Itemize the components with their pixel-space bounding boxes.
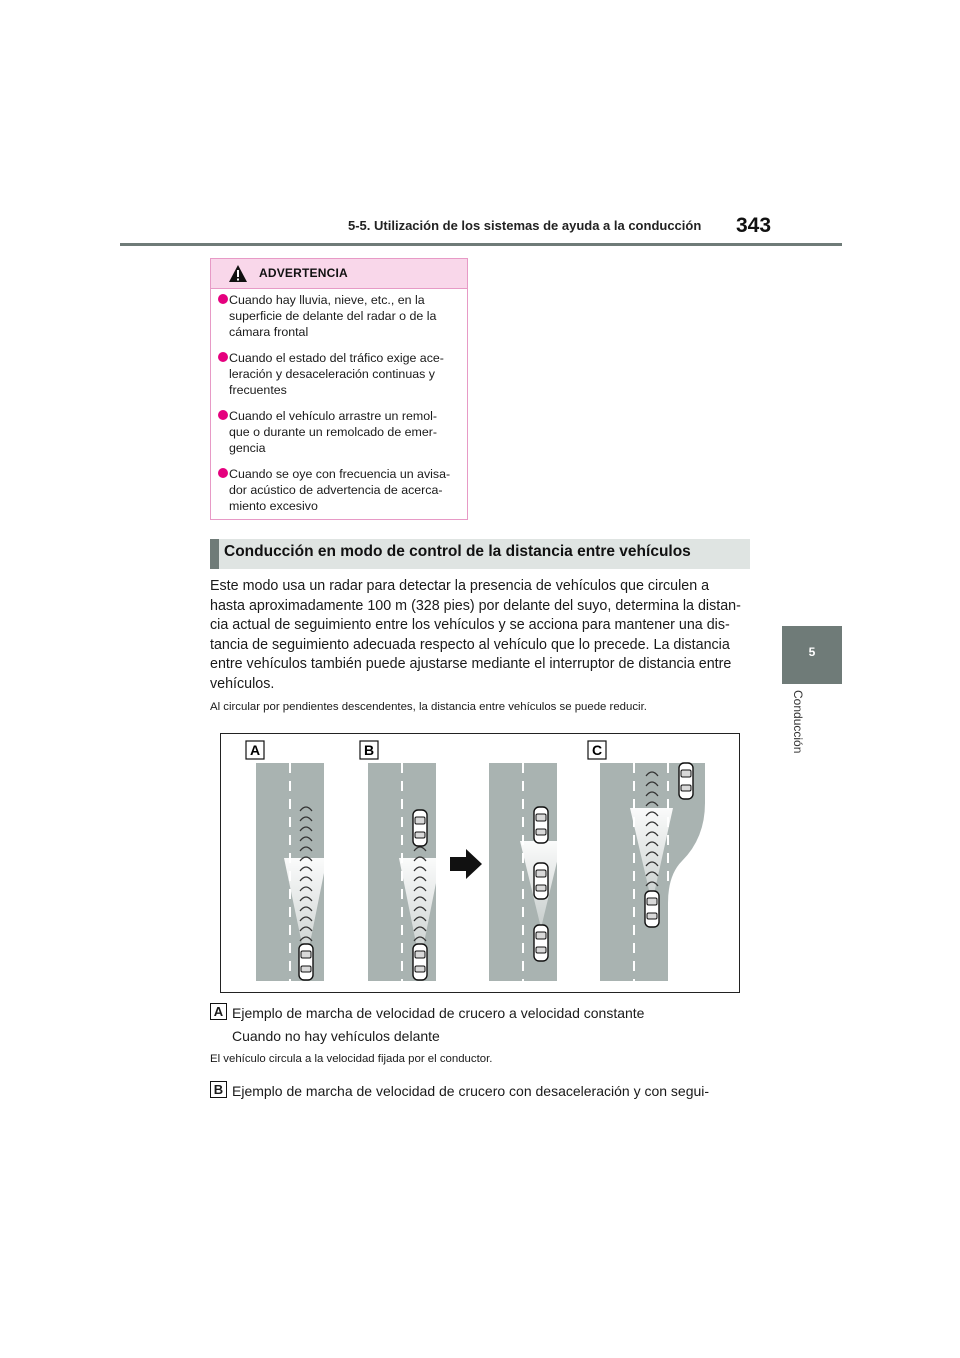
exiting-car-c	[679, 763, 693, 799]
paragraph-line: hasta aproximadamente 100 m (328 pies) por delante del suyo, determina la distan-	[210, 597, 741, 614]
caption-a-note: El vehículo circula a la velocidad fijada por el conductor.	[210, 1053, 493, 1065]
warning-line: Cuando el vehículo arrastre un remol-	[229, 409, 437, 423]
warning-line: Cuando el estado del tráfico exige ace-	[229, 351, 444, 365]
header-section-title: 5-5. Utilización de los sistemas de ayuda a la conducción	[348, 218, 702, 233]
warning-line: dor acústico de advertencia de acerca-	[229, 483, 443, 497]
caption-marker-b: B	[210, 1081, 227, 1098]
warning-title: ADVERTENCIA	[259, 266, 348, 280]
page-number: 343	[736, 214, 772, 237]
own-car-a	[299, 944, 313, 980]
paragraph-line: entre vehículos también puede ajustarse mediante el interruptor de distancia entre	[210, 656, 732, 673]
caption-marker-a: A	[210, 1003, 227, 1020]
bullet-icon	[218, 294, 228, 304]
warning-triangle-icon	[228, 264, 248, 283]
own-car-c	[645, 891, 659, 927]
section-title: Conducción en modo de control de la distancia entre vehículos	[224, 543, 691, 560]
caption-b-line1: Ejemplo de marcha de velocidad de crucero con desaceleración y con segui-	[232, 1083, 710, 1099]
bullet-icon	[218, 410, 228, 420]
warning-line: leración y desaceleración continuas y	[229, 367, 435, 381]
paragraph-line: Este modo usa un radar para detectar la presencia de vehículos que circulen a	[210, 578, 710, 594]
warning-line: Cuando hay lluvia, nieve, etc., en la	[229, 293, 425, 307]
warning-line: cámara frontal	[229, 325, 309, 339]
caption-a-line2: Cuando no hay vehículos delante	[232, 1028, 440, 1044]
warning-line: gencia	[229, 441, 266, 455]
warning-line: que o durante un remolcado de emer-	[229, 425, 438, 439]
label-a-text: A	[249, 742, 261, 758]
label-b	[360, 741, 378, 759]
warning-header	[211, 259, 467, 289]
warning-line: miento excesivo	[229, 499, 318, 513]
warning-box	[210, 258, 468, 520]
bullet-icon	[218, 352, 228, 362]
label-b-text: B	[363, 742, 375, 758]
warning-line: frecuentes	[229, 383, 287, 397]
own-car-b	[413, 944, 427, 980]
label-c-text: C	[591, 742, 603, 758]
paragraph-line: cia actual de seguimiento entre los vehículos y se acciona para mantener una dis-	[210, 617, 730, 634]
header-rule	[120, 243, 842, 246]
lead-car-b	[413, 810, 427, 846]
section-note: Al circular por pendientes descendentes, la distancia entre vehículos se puede reducir.	[210, 701, 647, 713]
warning-line: Cuando se oye con frecuencia un avisa-	[229, 467, 451, 481]
label-c	[588, 741, 606, 759]
warning-line: superficie de delante del radar o de la	[229, 309, 437, 323]
chapter-label: Conducción	[791, 690, 805, 754]
own-car-b2	[534, 925, 548, 961]
chapter-tab: 5	[782, 626, 842, 684]
middle-car-b2	[534, 863, 548, 899]
label-a	[246, 741, 264, 759]
paragraph-line: vehículos.	[210, 675, 275, 692]
paragraph-line: tancia de seguimiento adecuada respecto al vehículo que lo precede. La distancia	[210, 636, 730, 653]
body-paragraph	[210, 577, 752, 695]
bullet-icon	[218, 468, 228, 478]
caption-a-line1: Ejemplo de marcha de velocidad de crucero a velocidad constante	[232, 1005, 645, 1021]
lead-car-b2	[534, 807, 548, 843]
section-heading-accent	[210, 539, 219, 569]
distance-control-illustration	[220, 733, 740, 993]
